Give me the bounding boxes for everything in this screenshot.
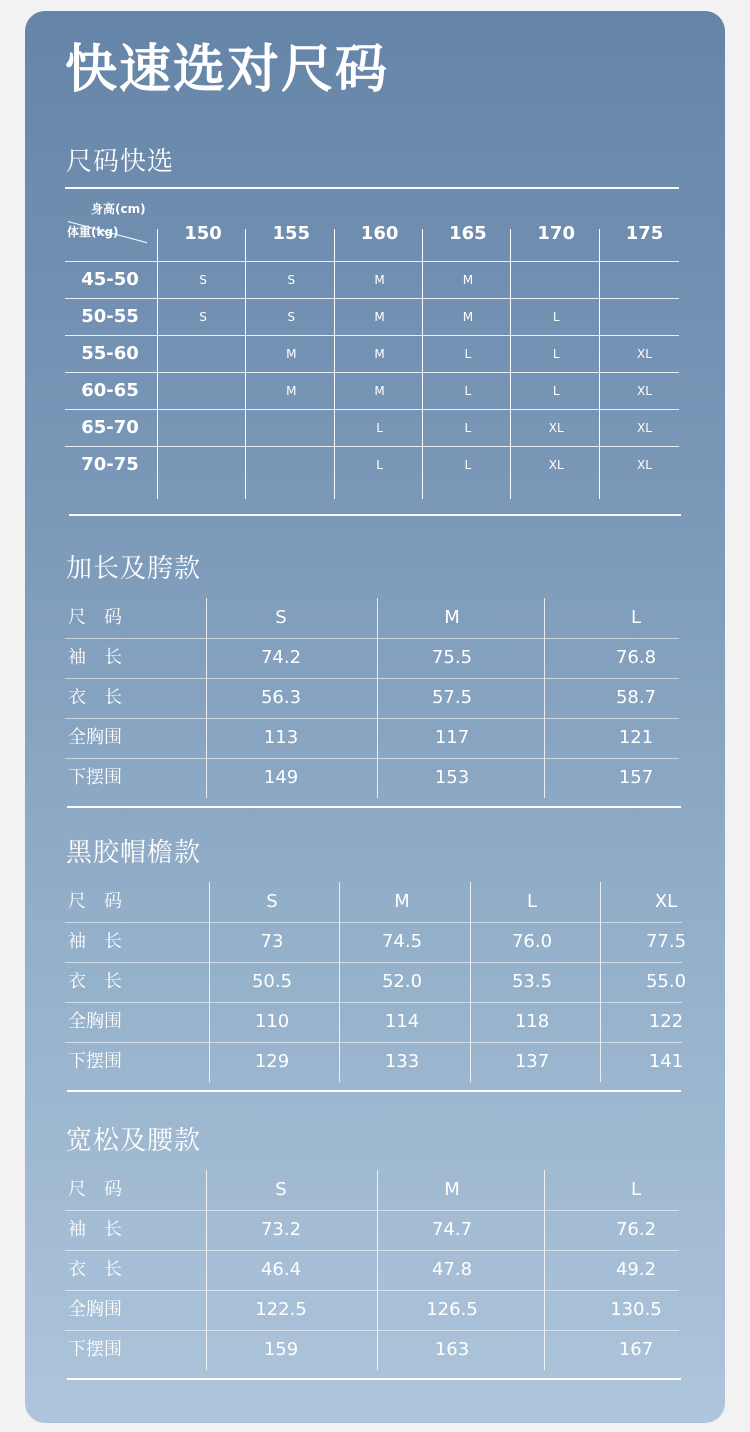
row-divider <box>65 335 679 336</box>
measure-label: 全胸围 <box>68 1299 122 1320</box>
size-cell: S <box>199 310 207 324</box>
height-col-header: 160 <box>360 223 399 244</box>
measure-value: 129 <box>254 1051 290 1072</box>
measure-value: 141 <box>648 1051 684 1072</box>
divider <box>69 514 681 516</box>
size-cell: XL <box>637 384 652 398</box>
measure-value: 57.5 <box>431 687 473 708</box>
row-divider <box>65 261 679 262</box>
measure-value: 74.2 <box>260 647 302 668</box>
measure-value: 118 <box>514 1011 550 1032</box>
quick-select-table <box>65 196 679 500</box>
size-cell: L <box>552 310 560 324</box>
size-guide-card <box>25 11 725 1423</box>
measure-value: 122 <box>648 1011 684 1032</box>
column-divider <box>470 882 471 1082</box>
measure-value: 137 <box>514 1051 550 1072</box>
page-title: 快速选对尺码 <box>65 40 390 100</box>
size-cell: S <box>287 310 296 324</box>
size-cell: M <box>374 310 385 324</box>
size-cell: S <box>199 273 207 287</box>
measure-value: 117 <box>434 727 470 748</box>
size-cell: M <box>286 347 297 361</box>
size-cell: L <box>552 347 560 361</box>
measure-value: 58.7 <box>615 687 657 708</box>
size-cell: L <box>552 384 560 398</box>
size-cell: S <box>287 273 296 287</box>
size-cell: L <box>376 458 383 472</box>
size-col-header: S <box>266 891 278 912</box>
size-cell: M <box>462 273 474 287</box>
measure-value: 167 <box>618 1339 654 1360</box>
row-divider <box>65 1330 679 1331</box>
size-cell: L <box>464 347 472 361</box>
size-cell: M <box>286 384 297 398</box>
measure-value: 77.5 <box>645 931 687 952</box>
measure-value: 55.0 <box>645 971 687 992</box>
size-col-header: XL <box>654 891 678 912</box>
table-title: 黑胶帽檐款 <box>66 838 202 868</box>
size-cell: XL <box>637 458 652 472</box>
column-divider <box>206 598 207 798</box>
size-col-header: M <box>444 1179 460 1200</box>
size-col-header: S <box>275 1179 287 1200</box>
row-divider <box>65 1250 679 1251</box>
divider <box>67 806 681 808</box>
size-table <box>65 598 679 798</box>
measure-label: 衣 长 <box>68 687 122 708</box>
size-table <box>65 882 687 1082</box>
measure-value: 53.5 <box>511 971 553 992</box>
column-divider <box>600 882 601 1082</box>
table-title: 加长及胯款 <box>66 554 202 584</box>
measure-value: 121 <box>618 727 654 748</box>
row-divider <box>65 372 679 373</box>
measure-label: 下摆围 <box>68 1051 122 1072</box>
divider <box>67 1090 681 1092</box>
measure-value: 76.8 <box>615 647 657 668</box>
column-divider <box>157 229 158 499</box>
height-col-header: 175 <box>625 223 664 244</box>
size-cell: XL <box>548 458 564 472</box>
measure-value: 76.0 <box>511 931 553 952</box>
measure-label: 全胸围 <box>68 727 122 748</box>
column-divider <box>334 229 335 499</box>
column-divider <box>377 1170 378 1370</box>
row-divider <box>65 638 679 639</box>
size-col-header: S <box>275 607 287 628</box>
size-cell: L <box>464 458 472 472</box>
measure-value: 130.5 <box>610 1299 662 1320</box>
column-divider <box>206 1170 207 1370</box>
measure-value: 74.7 <box>431 1219 473 1240</box>
size-col-header: L <box>630 1179 642 1200</box>
weight-row-label: 55-60 <box>81 343 139 364</box>
measure-value: 149 <box>263 767 299 788</box>
size-header-label: 尺 码 <box>68 607 122 628</box>
measure-value: 110 <box>254 1011 290 1032</box>
size-header-label: 尺 码 <box>68 891 122 912</box>
size-cell: M <box>374 384 385 398</box>
size-cell: XL <box>637 347 652 361</box>
divider <box>67 1378 681 1380</box>
weight-row-label: 70-75 <box>81 454 139 475</box>
measure-label: 下摆围 <box>68 1339 122 1360</box>
size-cell: L <box>464 421 472 435</box>
weight-row-label: 45-50 <box>81 269 139 290</box>
size-col-header: L <box>630 607 642 628</box>
size-cell: M <box>374 347 385 361</box>
measure-value: 49.2 <box>615 1259 657 1280</box>
measure-value: 157 <box>618 767 654 788</box>
size-col-header: M <box>394 891 410 912</box>
measure-label: 袖 长 <box>68 1219 122 1240</box>
measure-value: 133 <box>384 1051 420 1072</box>
size-cell: L <box>464 384 472 398</box>
measure-value: 73 <box>260 931 284 952</box>
column-divider <box>209 882 210 1082</box>
column-divider <box>544 598 545 798</box>
measure-value: 50.5 <box>251 971 293 992</box>
size-cell: M <box>462 310 474 324</box>
height-col-header: 150 <box>184 223 222 244</box>
table-title: 宽松及腰款 <box>66 1126 202 1156</box>
height-col-header: 155 <box>272 223 311 244</box>
measure-label: 下摆围 <box>68 767 122 788</box>
size-table <box>65 1170 679 1370</box>
height-col-header: 165 <box>449 223 487 244</box>
row-divider <box>65 298 679 299</box>
column-divider <box>377 598 378 798</box>
column-divider <box>245 229 246 499</box>
weight-row-label: 60-65 <box>81 380 139 401</box>
row-divider <box>65 718 679 719</box>
weight-axis-label: 体重(kg) <box>67 225 119 239</box>
measure-value: 163 <box>434 1339 470 1360</box>
size-cell: M <box>374 273 385 287</box>
divider <box>65 187 679 189</box>
measure-value: 74.5 <box>381 931 423 952</box>
measure-value: 159 <box>263 1339 299 1360</box>
measure-value: 75.5 <box>431 647 473 668</box>
measure-value: 153 <box>434 767 470 788</box>
row-divider <box>65 1290 679 1291</box>
measure-label: 衣 长 <box>68 971 122 992</box>
weight-row-label: 65-70 <box>81 417 139 438</box>
measure-value: 46.4 <box>260 1259 302 1280</box>
measure-value: 114 <box>384 1011 420 1032</box>
measure-value: 47.8 <box>431 1259 473 1280</box>
size-col-header: L <box>526 891 538 912</box>
measure-value: 52.0 <box>381 971 423 992</box>
row-divider <box>65 758 679 759</box>
row-divider <box>65 1210 679 1211</box>
measure-value: 122.5 <box>255 1299 307 1320</box>
size-cell: XL <box>637 421 652 435</box>
size-cell: XL <box>548 421 564 435</box>
measure-label: 袖 长 <box>68 647 122 668</box>
column-divider <box>339 882 340 1082</box>
measure-value: 56.3 <box>260 687 302 708</box>
quick-select-title: 尺码快选 <box>66 147 175 177</box>
height-axis-label: 身高(cm) <box>91 202 146 216</box>
row-divider <box>65 409 679 410</box>
weight-row-label: 50-55 <box>81 306 139 327</box>
height-col-header: 170 <box>537 223 575 244</box>
size-cell: L <box>376 421 383 435</box>
size-header-label: 尺 码 <box>68 1179 122 1200</box>
measure-label: 衣 长 <box>68 1259 122 1280</box>
measure-value: 76.2 <box>615 1219 657 1240</box>
column-divider <box>544 1170 545 1370</box>
row-divider <box>65 678 679 679</box>
measure-value: 73.2 <box>260 1219 302 1240</box>
size-col-header: M <box>444 607 460 628</box>
measure-value: 126.5 <box>426 1299 478 1320</box>
measure-label: 袖 长 <box>68 931 122 952</box>
row-divider <box>65 446 679 447</box>
measure-value: 113 <box>263 727 299 748</box>
measure-label: 全胸围 <box>68 1011 122 1032</box>
